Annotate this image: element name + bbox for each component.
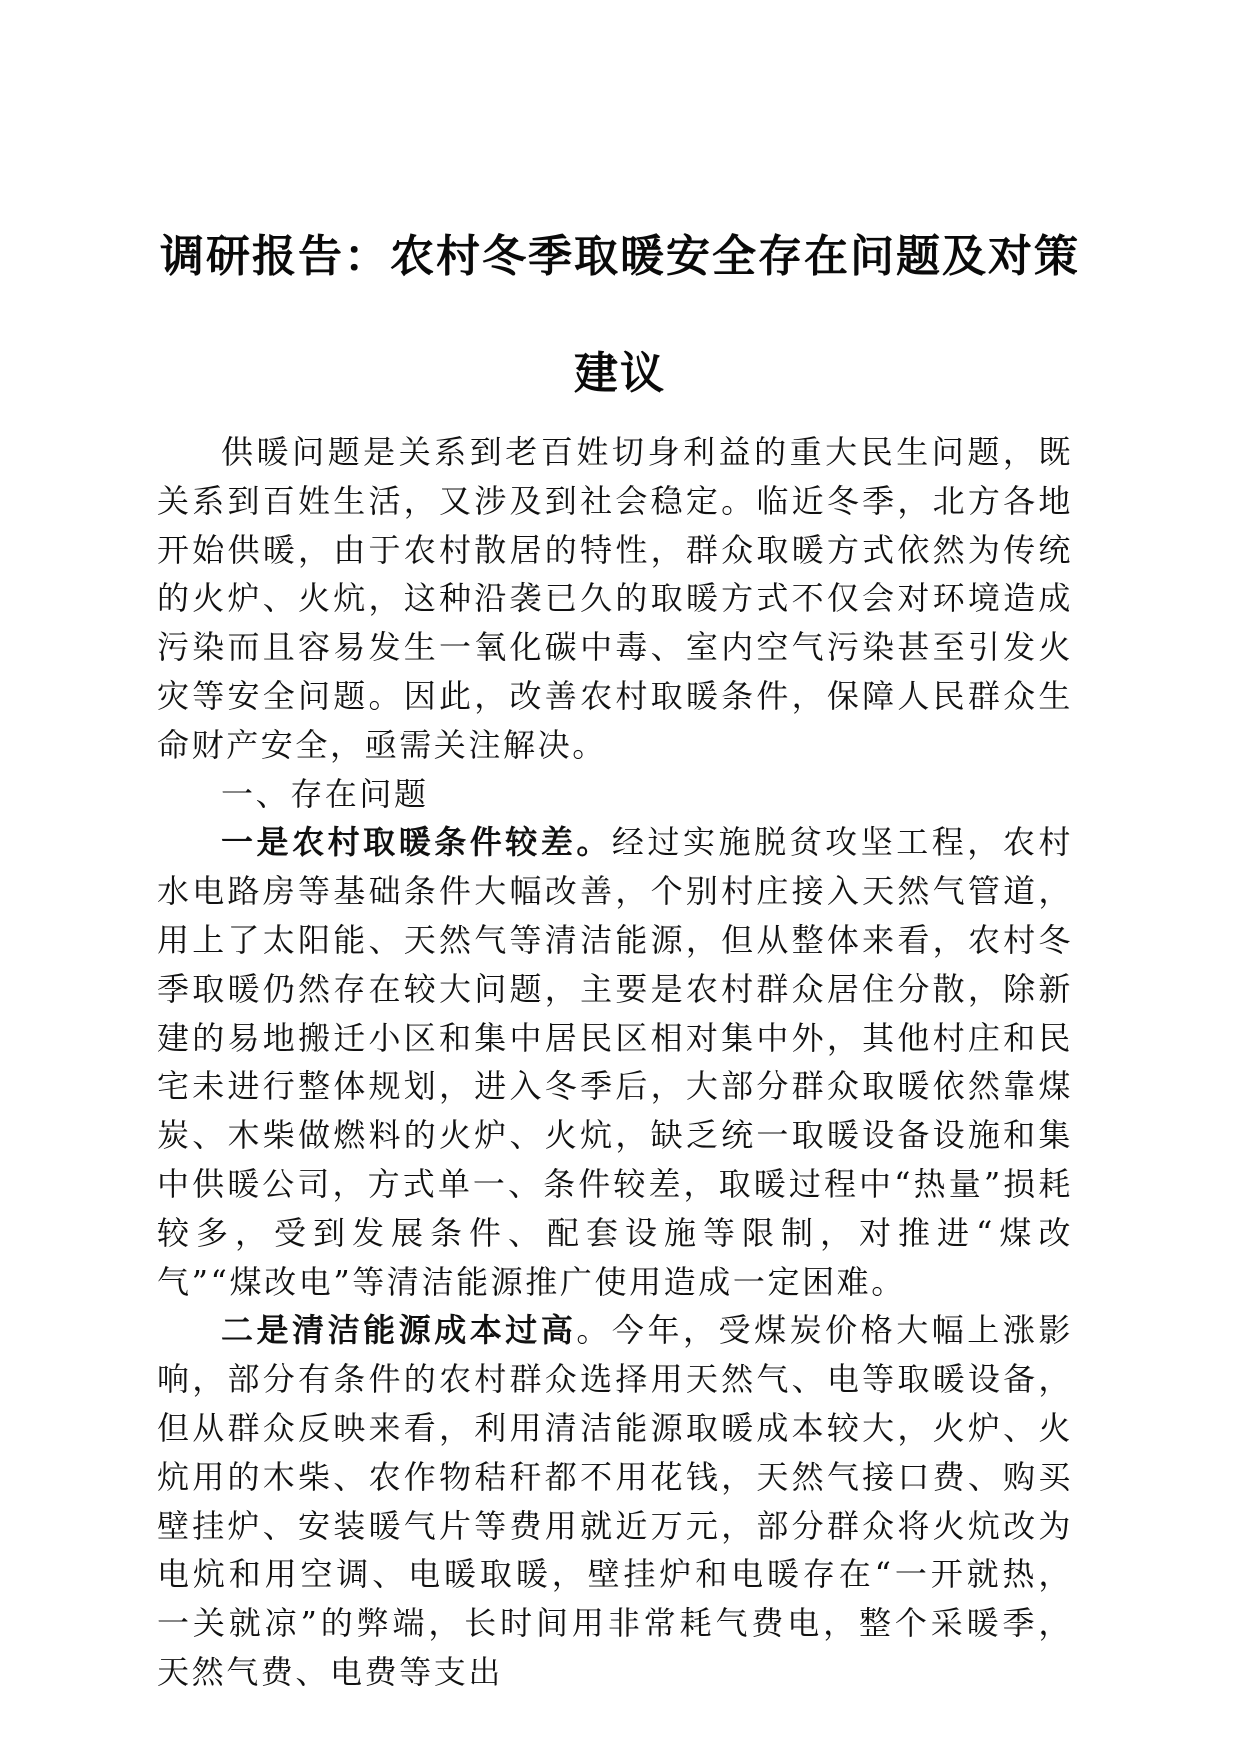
problem-item-2-body: 。今年，受煤炭价格大幅上涨影响，部分有条件的农村群众选择用天然气、电等取暖设备，但从群众反映来看，利用清洁能源取暖成本较大，火炉、火炕用的木柴、农作物秸秆都不用花钱，天然气接口费、购买壁挂炉、安装暖气片等费用就近万元，部分群众将火炕改为电炕和用空调、电暖取暖，壁挂炉和电暖存在“一开就热，一关就凉”的弊端，长时间用非常耗气费电，整个采暖季，天然气费、电费等支出	[157, 1311, 1073, 1691]
document-body	[157, 428, 1073, 1697]
document-title-line-2: 建议	[574, 348, 666, 399]
section-heading-problems: 一、存在问题	[221, 774, 429, 813]
document-title-line-1: 调研报告：农村冬季取暖安全存在问题及对策	[160, 231, 1080, 282]
problem-item-1-lead: 一是农村取暖条件较差。	[221, 823, 612, 862]
problem-item-2-lead: 二是清洁能源成本过高	[221, 1311, 577, 1350]
intro-paragraph: 供暖问题是关系到老百姓切身利益的重大民生问题，既关系到百姓生活，又涉及到社会稳定。临近冬季，北方各地开始供暖，由于农村散居的特性，群众取暖方式依然为传统的火炉、火炕，这种沿袭已久的取暖方式不仅会对环境造成污染而且容易发生一氧化碳中毒、室内空气污染甚至引发火灾等安全问题。因此，改善农村取暖条件，保障人民群众生命财产安全，亟需关注解决。	[157, 433, 1073, 764]
problem-item-1-body: 经过实施脱贫攻坚工程，农村水电路房等基础条件大幅改善，个别村庄接入天然气管道，用上了太阳能、天然气等清洁能源，但从整体来看，农村冬季取暖仍然存在较大问题，主要是农村群众居住分散，除新建的易地搬迁小区和集中居民区相对集中外，其他村庄和民宅未进行整体规划，进入冬季后，大部分群众取暖依然靠煤炭、木柴做燃料的火炉、火炕，缺乏统一取暖设备设施和集中供暖公司，方式单一、条件较差，取暖过程中“热量”损耗较多，受到发展条件、配套设施等限制，对推进“煤改气”“煤改电”等清洁能源推广使用造成一定困难。	[157, 823, 1073, 1301]
problem-item-1	[157, 818, 1073, 1306]
problem-item-2	[157, 1306, 1073, 1696]
